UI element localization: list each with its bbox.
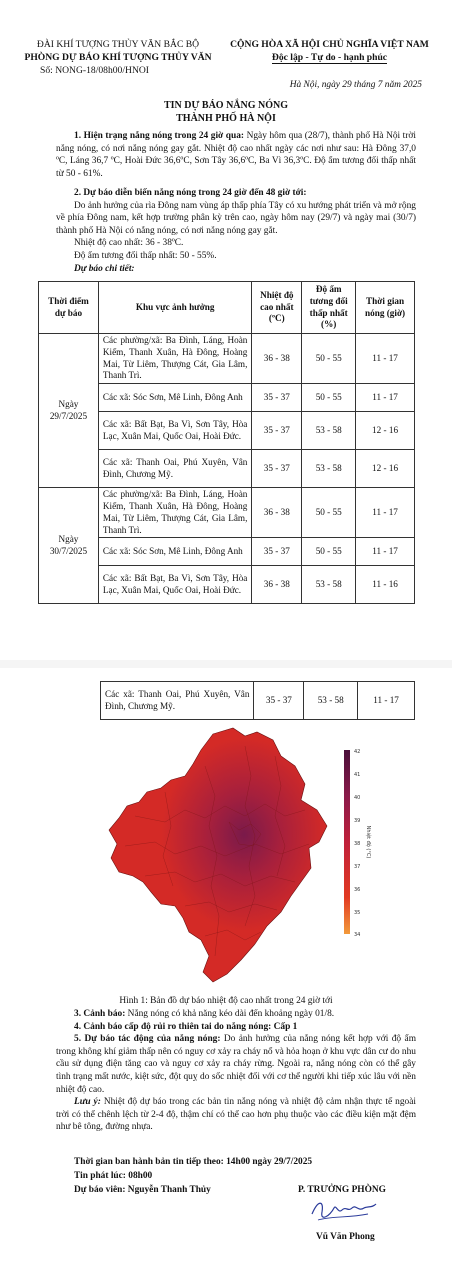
temp-cell: 36 - 38 [252, 334, 302, 384]
section-2 [56, 187, 416, 275]
hours-cell: 11 - 17 [356, 334, 415, 384]
area-cell: Các phường/xã: Ba Đình, Láng, Hoàn Kiếm, Thanh Xuân, Hà Đông, Hoàng Mai, Từ Liêm, Thượng Cát, Gia Lâm, Thanh Trì. [98, 334, 251, 384]
national-title: CỘNG HÒA XÃ HỘI CHỦ NGHĨA VIỆT NAM [230, 39, 429, 50]
day-2-cell: Ngày 30/7/2025 [39, 488, 99, 604]
section-5-heading: 5. Dự báo tác động của nắng nóng: [74, 1034, 221, 1045]
temp-cell: 36 - 38 [252, 566, 302, 604]
handwritten-signature [308, 1196, 380, 1226]
hours-cell: 11 - 17 [356, 538, 415, 566]
document-title: TIN DỰ BÁO NẮNG NÓNG [163, 100, 289, 111]
colorbar-tick: 36 [354, 887, 361, 893]
document-subtitle: THÀNH PHỐ HÀ NỘI [176, 113, 276, 124]
detail-label: Dự báo chi tiết: [74, 263, 135, 274]
area-cell: Các xã: Bất Bạt, Ba Vì, Sơn Tây, Hòa Lạc, Xuân Mai, Quốc Oai, Hoài Đức. [98, 412, 251, 450]
national-motto: Độc lập - Tự do - hạnh phúc [271, 52, 388, 63]
hours-cell: 11 - 17 [356, 488, 415, 538]
hours-cell: 11 - 16 [356, 566, 415, 604]
signer-position: P. TRƯỞNG PHÒNG [298, 1185, 386, 1195]
hanoi-region-shape [109, 728, 327, 982]
forecast-table-continued [100, 681, 415, 720]
forecast-humidity: Độ ẩm tương đối thấp nhất: 50 - 55%. [74, 250, 217, 261]
header-time: Thời điểm dự báo [39, 282, 99, 334]
hours-cell: 12 - 16 [356, 412, 415, 450]
signer-name: Vũ Văn Phong [316, 1232, 375, 1242]
header-min-humidity: Độ ẩm tương đối thấp nhất (%) [302, 282, 356, 334]
temp-cell: 35 - 37 [252, 538, 302, 566]
section-2-text: Do ảnh hưởng của rìa Đông nam vùng áp thấp phía Tây có xu hướng phát triển và mở rộng về phía Đông nam, kết hợp trường phân kỳ trên cao, ngày hôm nay (29/7) và ngày mai (30/7) thành phố Hà Nội có nắng nóng, có nơi nắng nóng gay gắt. [56, 200, 416, 236]
forecaster: Dự báo viên: Nguyễn Thanh Thủy [74, 1185, 211, 1195]
hours-cell: 12 - 16 [356, 450, 415, 488]
temp-cell: 35 - 37 [252, 384, 302, 412]
table-row [101, 682, 415, 720]
section-1-heading: 1. Hiện trạng nắng nóng trong 24 giờ qua: [74, 131, 245, 141]
table-row [39, 488, 415, 538]
colorbar-label: Nhiệt độ (°C) [365, 825, 371, 859]
temp-cell: 35 - 37 [254, 682, 304, 720]
area-cell: Các xã: Thanh Oai, Phú Xuyên, Vân Đình, Chương Mỹ. [98, 450, 251, 488]
issue-time: Tin phát lúc: 08h00 [74, 1171, 153, 1181]
colorbar-tick: 37 [354, 864, 361, 870]
forecast-table [38, 281, 415, 604]
colorbar-tick: 41 [354, 772, 361, 778]
temperature-map [105, 726, 375, 988]
temp-cell: 36 - 38 [252, 488, 302, 538]
hours-cell: 11 - 17 [356, 384, 415, 412]
colorbar-tick: 35 [354, 910, 361, 916]
issuer-block [18, 38, 218, 77]
humidity-cell: 50 - 55 [302, 334, 356, 384]
hours-cell: 11 - 17 [358, 682, 415, 720]
national-motto-block [222, 38, 437, 64]
document-number: Số: NONG-18/08h00/HNOI [40, 65, 149, 76]
area-cell: Các phường/xã: Ba Đình, Láng, Hoàn Kiếm, Thanh Xuân, Hà Đông, Hoàng Mai, Từ Liêm, Thượng Cát, Gia Lâm, Thanh Trì. [98, 488, 251, 538]
section-2-heading: 2. Dự báo diễn biến nắng nóng trong 24 giờ đến 48 giờ tới: [74, 188, 307, 198]
issuer-line-1: ĐÀI KHÍ TƯỢNG THỦY VĂN BẮC BỘ [36, 39, 200, 50]
humidity-cell: 50 - 55 [302, 384, 356, 412]
colorbar-ticks [354, 749, 360, 938]
humidity-cell: 50 - 55 [302, 488, 356, 538]
area-cell: Các xã: Bất Bạt, Ba Vì, Sơn Tây, Hòa Lạc, Xuân Mai, Quốc Oai, Hoài Đức. [98, 566, 251, 604]
section-5-text: Do ảnh hưởng của nắng nóng kết hợp với độ ẩm trong không khí giảm thấp nên có nguy cơ xảy ra cháy nổ và hỏa hoạn ở khu vực dân cư do nhu cầu sử dụng điện tăng cao và nguy cơ xảy ra cháy rừng. Ngoài ra, nắng nóng còn có thể gây tình trạng mất nước, kiệt sức, đột quỵ do sốc nhiệt đối với cơ thể người khi tiếp xúc lâu với nền nhiệt độ cao. [56, 1034, 416, 1095]
note-heading: Lưu ý: [74, 1097, 101, 1108]
section-3-text: Nắng nóng có khả năng kéo dài đến khoảng ngày 01/8. [125, 1009, 335, 1019]
area-cell: Các xã: Sóc Sơn, Mê Linh, Đông Anh [98, 538, 251, 566]
temp-cell: 35 - 37 [252, 412, 302, 450]
humidity-cell: 53 - 58 [304, 682, 358, 720]
warnings-block [56, 1008, 416, 1134]
colorbar-tick: 38 [354, 841, 361, 847]
temp-cell: 35 - 37 [252, 450, 302, 488]
header-max-temp: Nhiệt độ cao nhất (ºC) [252, 282, 302, 334]
section-4-heading: 4. Cảnh báo cấp độ rủi ro thiên tai do nắng nóng: Cấp 1 [74, 1021, 298, 1032]
table-row [39, 334, 415, 384]
humidity-cell: 53 - 58 [302, 566, 356, 604]
humidity-cell: 53 - 58 [302, 412, 356, 450]
header-area: Khu vực ảnh hưởng [98, 282, 251, 334]
map-caption: Hình 1: Bản đồ dự báo nhiệt độ cao nhất trong 24 giờ tới [119, 996, 333, 1006]
note-text: Nhiệt độ dự báo trong các bản tin nắng nóng và nhiệt độ cảm nhận thực tế ngoài trời có thể chênh lệch từ 2-4 độ, thậm chí có thể cao hơn phụ thuộc vào các điều kiện mặt đệm như bê tông, đường nhựa. [56, 1097, 416, 1133]
humidity-cell: 50 - 55 [302, 538, 356, 566]
day-1-cell: Ngày 29/7/2025 [39, 334, 99, 488]
forecast-temperature: Nhiệt độ cao nhất: 36 - 38ºC. [74, 238, 184, 249]
colorbar [344, 750, 350, 934]
section-1 [56, 130, 416, 180]
colorbar-tick: 42 [354, 749, 361, 755]
colorbar-tick: 34 [354, 932, 361, 938]
issuer-line-2: PHÒNG DỰ BÁO KHÍ TƯỢNG THỦY VĂN [24, 52, 212, 63]
colorbar-tick: 39 [354, 818, 361, 824]
issue-date: Hà Nội, ngày 29 tháng 7 năm 2025 [289, 80, 422, 90]
humidity-cell: 53 - 58 [302, 450, 356, 488]
section-3-heading: 3. Cảnh báo: [74, 1009, 126, 1019]
area-cell: Các xã: Sóc Sơn, Mê Linh, Đông Anh [98, 384, 251, 412]
colorbar-tick: 40 [354, 795, 361, 801]
section-1-text: Ngày hôm qua (28/7), thành phố Hà Nội trời nắng nóng, có nơi nắng nóng gay gắt. Nhiệt độ cao nhất ngày các nơi như sau: Hà Đông 37,0 ºC, Láng 36,7 ºC, Hoài Đức 36,6ºC, Sơn Tây 36,6ºC, Ba Vì 36,3ºC. Độ ẩm tương đối thấp nhất từ 50 - 61%. [56, 131, 416, 179]
area-cell: Các xã: Thanh Oai, Phú Xuyên, Vân Đình, Chương Mỹ. [101, 682, 254, 720]
header-hot-hours: Thời gian nóng (giờ) [356, 282, 415, 334]
next-issue-time: Thời gian ban hành bản tin tiếp theo: 14h00 ngày 29/7/2025 [74, 1157, 313, 1167]
